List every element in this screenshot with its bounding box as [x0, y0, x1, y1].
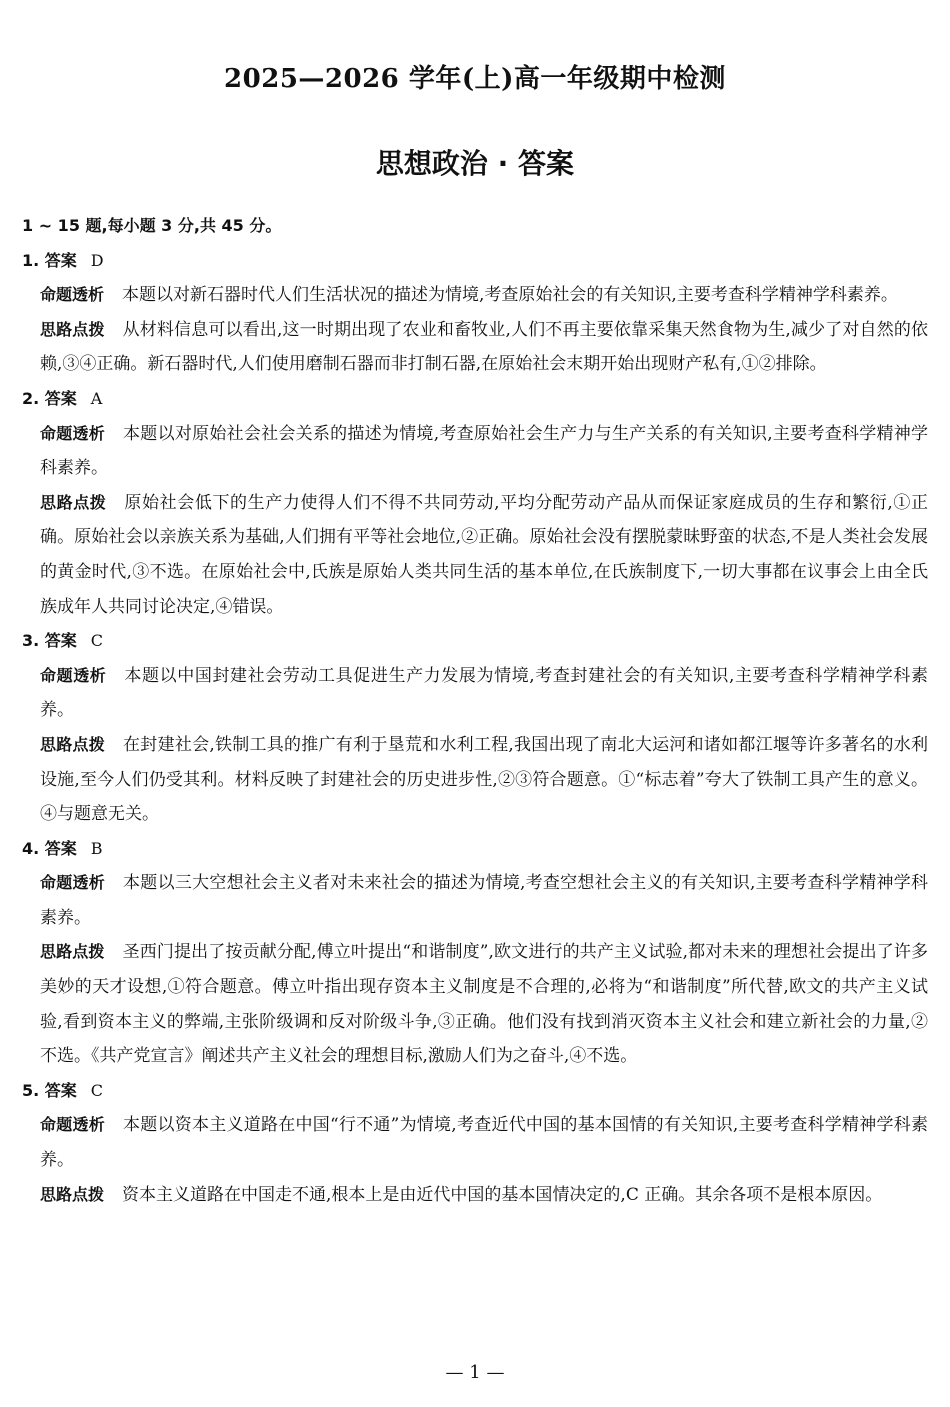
question-answer-line [22, 382, 928, 417]
analysis-label: 命题透析 [40, 873, 106, 893]
hint-label: 思路点拨 [40, 319, 105, 339]
hint-paragraph [40, 486, 928, 624]
hint-label: 思路点拨 [40, 1184, 105, 1204]
answer-letter: B [90, 838, 103, 858]
hint-label: 思路点拨 [40, 492, 107, 512]
question-number: 4. 答案 [22, 838, 77, 858]
answer-letter: C [90, 1080, 104, 1100]
analysis-label: 命题透析 [40, 1115, 105, 1135]
hint-paragraph [40, 935, 928, 1073]
question-item [22, 624, 928, 832]
answer-content [22, 209, 928, 1212]
answer-letter: A [90, 388, 103, 408]
answer-letter: C [90, 631, 104, 651]
question-answer-line [22, 1074, 928, 1109]
analysis-text: 本题以三大空想社会主义者对未来社会的描述为情境,考查空想社会主义的有关知识,主要考查科学精神学科素养。 [40, 873, 928, 928]
question-item [22, 382, 928, 624]
hint-paragraph [40, 313, 928, 382]
section-intro: 1 ~ 15 题,每小题 3 分,共 45 分。 [22, 216, 282, 235]
analysis-text: 本题以对原始社会社会关系的描述为情境,考查原始社会生产力与生产关系的有关知识,主要考查科学精神学科素养。 [40, 423, 928, 479]
question-item [22, 244, 928, 382]
question-number: 2. 答案 [22, 388, 77, 408]
analysis-paragraph [40, 866, 928, 935]
hint-label: 思路点拨 [40, 734, 106, 754]
hint-label: 思路点拨 [40, 942, 105, 962]
hint-paragraph [40, 1178, 928, 1213]
analysis-label: 命题透析 [40, 285, 105, 305]
question-number: 1. 答案 [22, 250, 77, 270]
document-subtitle: 思想政治 · 答案 [375, 147, 575, 180]
hint-text: 原始社会低下的生产力使得人们不得不共同劳动,平均分配劳动产品从而保证家庭成员的生存和繁衍,①正确。原始社会以亲族关系为基础,人们拥有平等社会地位,②正确。原始社会没有摆脱蒙昧野蛮的状态,不是人类社会发展的黄金时代,③不选。在原始社会中,氏族是原始人类共同生活的基本单位,在氏族制度下,一切大事都在议事会上由全氏族成年人共同讨论决定,④错误。 [40, 492, 928, 617]
analysis-text: 本题以中国封建社会劳动工具促进生产力发展为情境,考查封建社会的有关知识,主要考查科学精神学科素养。 [40, 665, 928, 721]
hint-text: 资本主义道路在中国走不通,根本上是由近代中国的基本国情决定的,C 正确。其余各项不是根本原因。 [122, 1184, 883, 1205]
question-answer-line [22, 624, 928, 659]
analysis-text: 本题以资本主义道路在中国“行不通”为情境,考查近代中国的基本国情的有关知识,主要考查科学精神学科素养。 [40, 1115, 928, 1171]
analysis-paragraph [40, 417, 928, 486]
document-title: 2025—2026 学年(上)高一年级期中检测 [224, 64, 726, 94]
question-answer-line [22, 832, 928, 867]
question-answer-line [22, 244, 928, 279]
analysis-text: 本题以对新石器时代人们生活状况的描述为情境,考查原始社会的有关知识,主要考查科学精神学科素养。 [122, 285, 898, 306]
analysis-paragraph [40, 278, 928, 313]
analysis-label: 命题透析 [40, 665, 107, 685]
question-item [22, 1074, 928, 1212]
hint-paragraph [40, 728, 928, 832]
analysis-paragraph [40, 659, 928, 728]
question-item [22, 832, 928, 1074]
hint-text: 在封建社会,铁制工具的推广有利于垦荒和水利工程,我国出现了南北大运河和诸如都江堰等许多著名的水利设施,至今人们仍受其利。材料反映了封建社会的历史进步性,②③符合题意。①“标志着”夸大了铁制工具产生的意义。④与题意无关。 [40, 734, 928, 825]
question-list [22, 244, 928, 1213]
hint-text: 从材料信息可以看出,这一时期出现了农业和畜牧业,人们不再主要依靠采集天然食物为生,减少了对自然的依赖,③④正确。新石器时代,人们使用磨制石器而非打制石器,在原始社会末期开始出现财产私有,①②排除。 [40, 319, 928, 375]
page-number: — 1 — [445, 1362, 505, 1383]
answer-letter: D [90, 250, 104, 270]
analysis-label: 命题透析 [40, 423, 106, 443]
hint-text: 圣西门提出了按贡献分配,傅立叶提出“和谐制度”,欧文进行的共产主义试验,都对未来的理想社会提出了许多美妙的天才设想,①符合题意。傅立叶指出现存资本主义制度是不合理的,必将为“和谐制度”所代替,欧文的共产主义试验,看到资本主义的弊端,主张阶级调和反对阶级斗争,③正确。他们没有找到消灭资本主义社会和建立新社会的力量,②不选。《共产党宣言》阐述共产主义社会的理想目标,激励人们为之奋斗,④不选。 [40, 942, 928, 1067]
question-number: 3. 答案 [22, 631, 77, 651]
analysis-paragraph [40, 1108, 928, 1177]
question-number: 5. 答案 [22, 1080, 77, 1100]
